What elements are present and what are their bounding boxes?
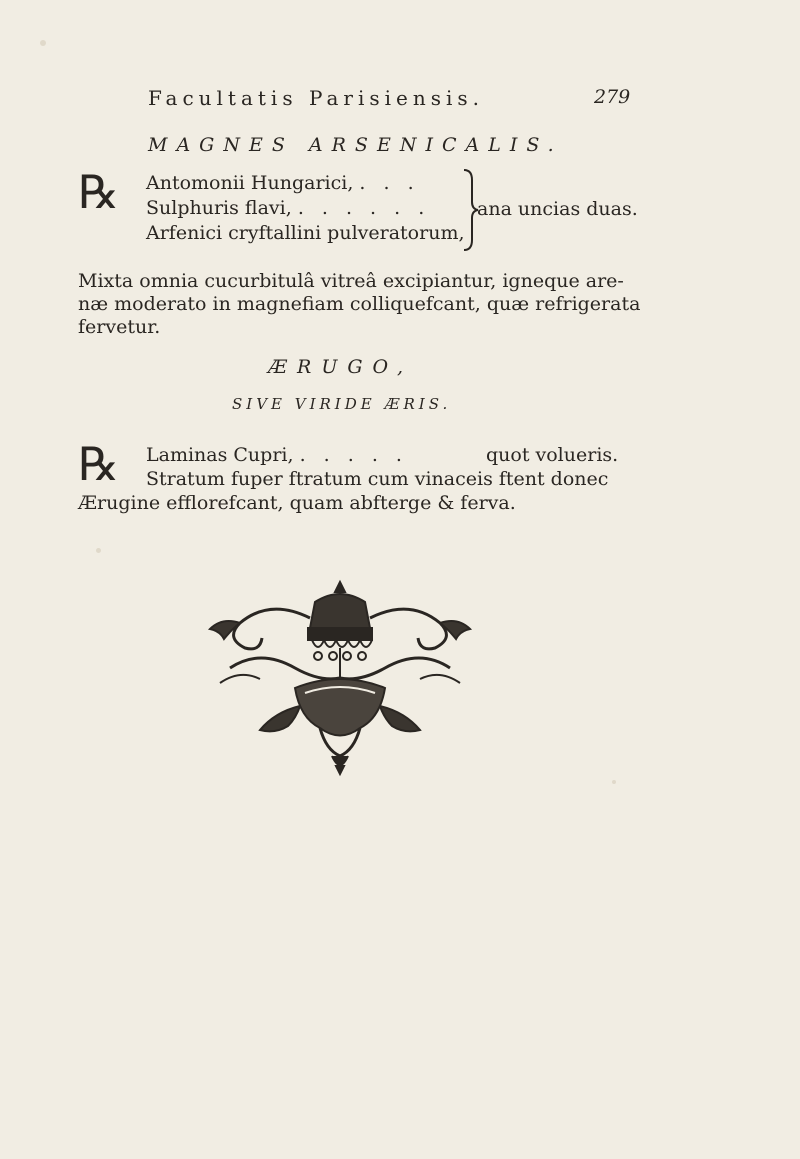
ingredient-line (146, 172, 420, 194)
ingredient-name: Sulphuris flavi, (146, 197, 292, 219)
instruction-line: næ moderato in magnefiam colliquefcant, quæ refrigerata (78, 293, 641, 315)
ingredient-name: Antomonii Hungarici, (146, 172, 354, 194)
ingredient-name: Arfenici cryftallini pulveratorum, (146, 222, 465, 244)
instruction-line: fervetur. (78, 316, 161, 338)
recipe-title: MAGNES ARSENICALIS. (148, 134, 563, 156)
paper-stain (40, 40, 46, 46)
leader-dots: . . . . . . (297, 197, 431, 219)
leader-dots: . . . . . (299, 444, 408, 466)
ingredient-line (146, 222, 465, 244)
ingredient-line: Stratum fuper ftratum cum vinaceis ftent donec (146, 468, 609, 490)
recipe-title: ÆRUGO, (268, 356, 414, 378)
running-head: Facultatis Parisiensis. (148, 86, 485, 110)
ingredient-line (146, 197, 430, 219)
quantity-text: quot volueris. (486, 444, 619, 466)
recipe-symbol: ℞ (78, 439, 120, 490)
leader-dots: . . . (359, 172, 420, 194)
ingredient-line (146, 444, 408, 466)
instruction-line: Ærugine efflorefcant, quam abfterge & ferva. (78, 492, 516, 514)
recipe-symbol: ℞ (78, 167, 120, 218)
recipe-subtitle: SIVE VIRIDE ÆRIS. (232, 395, 452, 413)
ingredient-name: Laminas Cupri, (146, 444, 294, 466)
tailpiece-ornament-icon (200, 578, 480, 778)
page-number: 279 (594, 86, 631, 108)
paper-stain (612, 780, 616, 784)
quantity-text: ana uncias duas. (477, 198, 638, 220)
paper-stain (96, 548, 101, 553)
instruction-line: Mixta omnia cucurbitulâ vitreâ excipiantur, igneque are- (78, 270, 624, 292)
